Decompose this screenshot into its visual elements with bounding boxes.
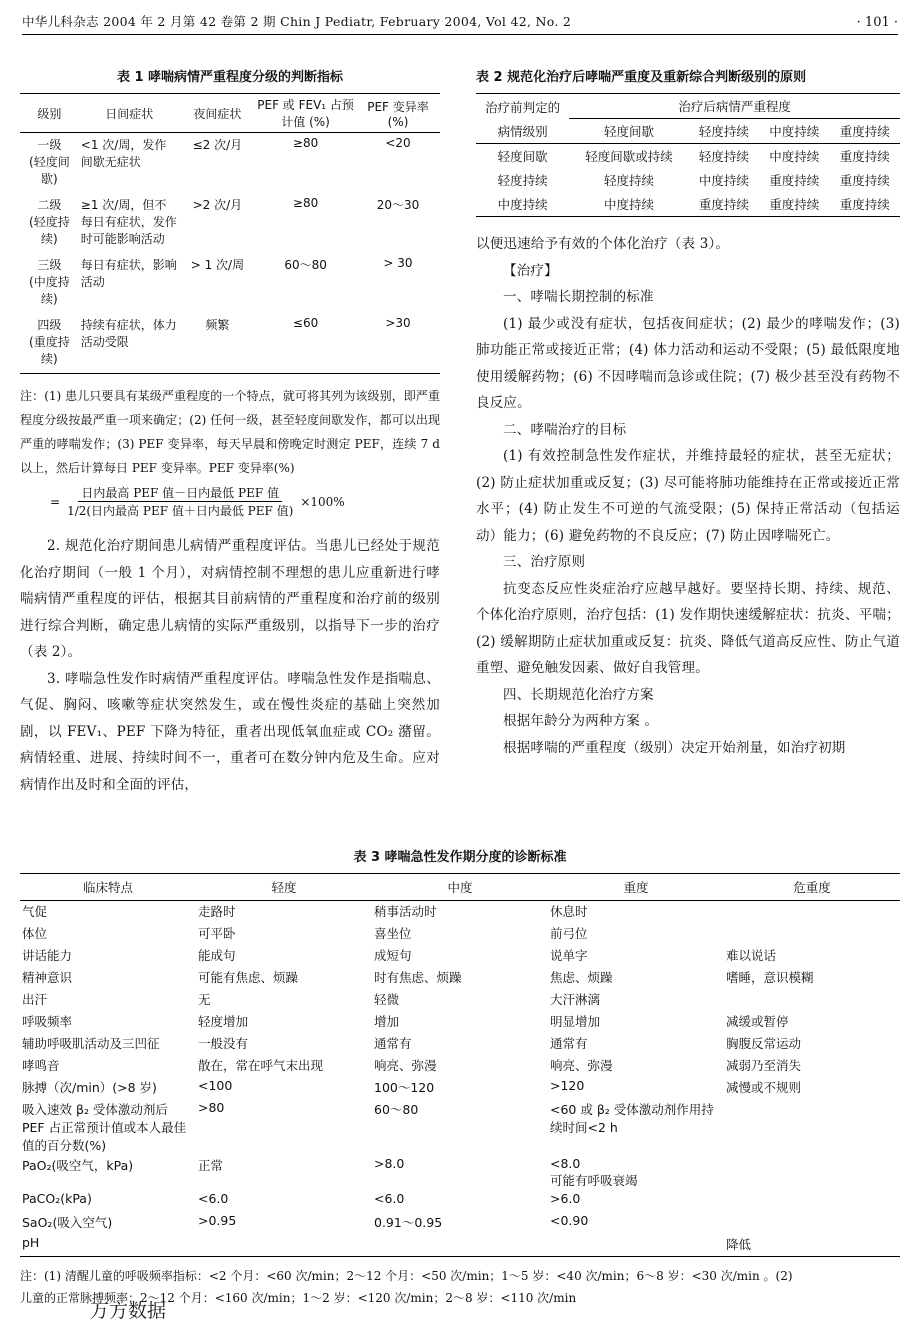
table-cell: 降低: [726, 1237, 752, 1252]
table-cell: 重度持续: [769, 197, 820, 212]
table-cell: pH: [22, 1235, 40, 1250]
table3-caption: 表 3 哮喘急性发作期分度的诊断标准: [353, 850, 567, 865]
formula-fraction: [64, 484, 296, 519]
table-cell: 轻度持续: [497, 173, 548, 188]
table-cell: 精神意识: [22, 970, 73, 985]
table-cell: 喜坐位: [374, 926, 412, 941]
formula-numerator: 日内最高 PEF 值－日内最低 PEF 值: [78, 484, 282, 502]
table-row: [20, 133, 440, 194]
table-cell: PaO₂(吸空气，kPa): [22, 1158, 134, 1173]
table-cell: 嗜睡，意识模糊: [726, 970, 814, 985]
table-cell: >2 次/月: [192, 198, 243, 212]
table3-block: [20, 840, 900, 1309]
table-cell: 可平卧: [198, 926, 236, 941]
table-cell: 四级 (重度持续): [29, 318, 70, 366]
table-row: [20, 945, 900, 967]
table-cell: 100～120: [374, 1080, 435, 1095]
table-cell: 一般没有: [198, 1036, 249, 1051]
table-row: [20, 923, 900, 945]
table1: [20, 93, 440, 374]
right-para: 三、治疗原则: [503, 554, 586, 570]
table-cell: 说单字: [550, 948, 588, 963]
journal-info: 中华儿科杂志 2004 年 2 月第 42 卷第 2 期 Chin J Pediatr, February 2004, Vol 42, No. 2: [22, 14, 572, 29]
table-cell: 可能有焦虑、烦躁: [198, 970, 299, 985]
formula-eq: =: [50, 494, 61, 509]
t2-subheader: 中度持续: [769, 124, 820, 139]
table-cell: 出汗: [22, 992, 48, 1007]
table-cell: 中度持续: [497, 197, 548, 212]
table-cell: 通常有: [550, 1036, 588, 1051]
table-cell: 前弓位: [550, 926, 588, 941]
table-cell: ≤2 次/月: [192, 138, 243, 152]
table-cell: [724, 1212, 900, 1234]
table-row: [20, 967, 900, 989]
table-cell: >8.0: [374, 1156, 405, 1171]
table-cell: 响亮、弥漫: [550, 1058, 613, 1073]
t2-head-left-2: 病情级别: [497, 123, 548, 139]
table-row: [20, 1234, 900, 1257]
t2-head-group: 治疗后病情严重程度: [569, 94, 900, 119]
table-cell: <0.90: [550, 1213, 589, 1228]
table-row: [20, 1155, 900, 1190]
t2-subheader: 重度持续: [839, 124, 890, 139]
table-cell: ≤60: [292, 316, 319, 330]
right-para: 【治疗】: [503, 262, 558, 279]
table-cell: 大汗淋漓: [550, 992, 601, 1007]
t2-subheader: 轻度持续: [698, 124, 749, 139]
table-cell: 20～30: [376, 198, 420, 212]
table-cell: [196, 1234, 372, 1257]
table2-body: [476, 144, 900, 217]
table-cell: 轻度持续: [603, 173, 654, 188]
t1-head-level: 级别: [37, 106, 62, 121]
table-cell: 二级 (轻度持续): [29, 198, 70, 246]
table-cell: 轻度持续: [698, 149, 749, 164]
watermark-text: 万方数据: [90, 1300, 167, 1322]
table-cell: 胸腹反常运动: [726, 1036, 802, 1051]
table-cell: <20: [385, 136, 411, 150]
table-cell: 成短句: [374, 948, 412, 963]
right-para: 二、哮喘治疗的目标: [503, 421, 627, 438]
table-cell: 焦虑、烦躁: [550, 970, 613, 985]
right-para: (1) 有效控制急性发作症状，并维持最轻的症状，甚至无症状；(2) 防止症状加重或反复；(3) 尽可能将肺功能维持在正常或接近正常水平；(4) 防止发生不可逆的气流受限；(5) 保持正常活动（包括运动）能力；(6) 避免药物的不良反应；(7) 防止因哮喘死亡。: [476, 448, 900, 544]
table-cell: 重度持续: [839, 149, 890, 164]
table-row: [20, 193, 440, 253]
table-cell: 气促: [22, 904, 48, 919]
table-cell: >0.95: [198, 1213, 237, 1228]
table-cell: 正常: [198, 1158, 224, 1173]
table-cell: 增加: [374, 1014, 400, 1029]
t2-subheader: 轻度间歇: [603, 124, 654, 139]
t1-head-var: PEF 变异率 (%): [367, 99, 429, 129]
table-cell: 哮鸣音: [22, 1058, 60, 1073]
right-para: 根据哮喘的严重程度（级别）决定开始剂量，如治疗初期: [503, 739, 846, 756]
table1-note: 注：(1) 患儿只要具有某级严重程度的一个特点，就可将其列为该级别，即严重程度分级按最严重一项来确定；(2) 任何一级，甚至轻度间歇发作，都可以出现严重的哮喘发作；(3) PEF 变异率，每天早晨和傍晚定时测定 PEF，连续 7 d 以上，然后计算每日 PEF 变异率。PEF 变异率(%): [20, 389, 440, 475]
table-row: [476, 144, 900, 169]
right-para: (1) 最少或没有症状，包括夜间症状；(2) 最少的哮喘发作；(3) 肺功能正常或接近正常；(4) 体力活动和运动不受限；(5) 最低限度地使用缓解药物；(6) 不因哮喘而急诊或住院；(7) 极少甚至没有药物不良反应。: [476, 315, 900, 411]
table-cell: [548, 1234, 724, 1257]
table-row: [20, 1190, 900, 1212]
table-row: [20, 901, 900, 924]
table-cell: 轻度间歇: [497, 149, 548, 164]
t3-head-critical: 危重度: [793, 880, 831, 895]
t2-head-left-1: 治疗前判定的: [485, 99, 561, 115]
table-cell: 重度持续: [839, 197, 890, 212]
table-cell: 中度持续: [698, 173, 749, 188]
table-cell: [372, 1234, 548, 1257]
table-cell: 响亮、弥漫: [374, 1058, 437, 1073]
table-row: [476, 192, 900, 217]
table-cell: <6.0: [374, 1191, 405, 1206]
table-cell: <100: [198, 1078, 233, 1093]
table-cell: 吸入速效 β₂ 受体激动剂后 PEF 占正常预计值或本人最佳值的百分数(%): [22, 1102, 187, 1153]
table-cell: >120: [550, 1078, 585, 1093]
left-para-2: 3. 哮喘急性发作时病情严重程度评估。哮喘急性发作是指喘息、气促、胸闷、咳嗽等症状突然发生，或在慢性炎症的基础上突然加剧，以 FEV₁、PEF 下降为特征，重者出现低氧血症或 CO₂ 潴留。病情轻重、进展、持续时间不一，重者可在数分钟内危及生命。应对病情作出及时和全面的评估，: [20, 670, 440, 793]
table-row: [20, 1099, 900, 1155]
page-number: · 101 ·: [856, 15, 898, 30]
table-cell: 持续有症状，体力活动受限: [80, 318, 177, 349]
table-row: [20, 313, 440, 374]
table2: [476, 93, 900, 217]
table-row: [20, 1212, 900, 1234]
t3-head-severe: 重度: [623, 880, 649, 895]
table-cell: 中度持续: [603, 197, 654, 212]
table-cell: [724, 989, 900, 1011]
table-cell: 减缓或暂停: [726, 1014, 789, 1029]
table-row: [20, 253, 440, 313]
right-para: 以便迅速给予有效的个体化治疗（表 3）。: [476, 236, 730, 252]
table-row: [20, 1033, 900, 1055]
table-cell: 脉搏（次/min）(>8 岁): [22, 1080, 157, 1095]
table-cell: 轻微: [374, 992, 400, 1007]
table1-body: [20, 133, 440, 374]
table-cell: 每日有症状，影响活动: [80, 258, 177, 289]
table-cell: [724, 1155, 900, 1190]
table-cell: <60 或 β₂ 受体激动剂作用持续时间<2 h: [550, 1102, 714, 1135]
table3-body: [20, 901, 900, 1257]
table-cell: 轻度增加: [198, 1014, 249, 1029]
table-cell: >6.0: [550, 1191, 581, 1206]
formula-tail: ×100%: [300, 494, 345, 509]
table-cell: 明显增加: [550, 1014, 601, 1029]
right-para: 四、长期规范化治疗方案: [503, 686, 654, 703]
right-column: [476, 60, 900, 761]
table-cell: [724, 901, 900, 924]
left-column: [20, 60, 440, 798]
pef-formula: [50, 484, 440, 519]
table-cell: PaCO₂(kPa): [22, 1191, 92, 1206]
table-cell: 减慢或不规则: [726, 1080, 802, 1095]
table-cell: [724, 1190, 900, 1212]
table3: [20, 873, 900, 1257]
right-para: 抗变态反应性炎症治疗应越早越好。要坚持长期、持续、规范、个体化治疗原则，治疗包括：(1) 发作期快速缓解症状：抗炎、平喘；(2) 缓解期防止症状加重或反复：抗炎、降低气道高反应性、防止气道重塑、避免触发因素、做好自我管理。: [476, 580, 900, 676]
t2-head-left: [476, 94, 569, 144]
table-cell: 0.91～0.95: [374, 1215, 443, 1230]
table-cell: 重度持续: [839, 173, 890, 188]
table-cell: 体位: [22, 926, 48, 941]
table-cell: 讲话能力: [22, 948, 73, 963]
table-cell: ≥80: [292, 136, 319, 150]
table-row: [20, 1011, 900, 1033]
table-cell: 时有焦虑、烦躁: [374, 970, 462, 985]
table-cell: 重度持续: [698, 197, 749, 212]
t1-head-pef: PEF 或 FEV₁ 占预计值 (%): [257, 98, 354, 129]
table-cell: 能成句: [198, 948, 236, 963]
table3-note-line1: 注：(1) 清醒儿童的呼吸频率指标：<2 个月：<60 次/min；2～12 个月：<50 次/min；1～5 岁：<40 次/min；6～8 岁：<30 次/min 。(2): [20, 1269, 793, 1283]
table-cell: 减弱乃至消失: [726, 1058, 802, 1073]
table-row: [20, 1055, 900, 1077]
table-cell: 辅助呼吸肌活动及三凹征: [22, 1036, 160, 1051]
table-cell: > 30: [383, 256, 413, 270]
table1-caption: 表 1 哮喘病情严重程度分级的判断指标: [116, 70, 344, 85]
table-cell: 休息时: [550, 904, 588, 919]
left-para-1: 2. 规范化治疗期间患儿病情严重程度评估。当患儿已经处于规范化治疗期间（一般 1 个月），对病情控制不理想的患儿应重新进行哮喘病情严重程度的评估，根据其目前病情的严重程度和治疗前的级别进行综合判断，确定患儿病情的实际严重级别，以指导下一步的治疗（表 2）。: [20, 538, 440, 660]
table-cell: 中度持续: [769, 149, 820, 164]
table2-caption: 表 2 规范化治疗后哮喘严重度及重新综合判断级别的原则: [476, 70, 807, 85]
table-cell: ≥80: [292, 196, 319, 210]
table-cell: 通常有: [374, 1036, 412, 1051]
running-header: [22, 8, 898, 35]
t3-head-moderate: 中度: [447, 880, 473, 895]
t1-head-day: 日间症状: [105, 106, 154, 121]
t3-head-mild: 轻度: [271, 880, 297, 895]
table-cell: ≥1 次/周，但不每日有症状，发作时可能影响活动: [80, 198, 177, 246]
right-para: 一、哮喘长期控制的标准: [503, 289, 654, 305]
table-cell: [724, 923, 900, 945]
table-cell: <1 次/周，发作间歇无症状: [80, 138, 167, 169]
table-cell: 呼吸频率: [22, 1014, 73, 1029]
table-cell: 60～80: [284, 258, 327, 272]
table-cell: 三级 (中度持续): [29, 258, 70, 306]
table-cell: 频繁: [205, 318, 230, 332]
table-cell: <6.0: [198, 1191, 229, 1206]
table-row: [20, 1077, 900, 1099]
right-paragraphs: [476, 231, 900, 761]
table-cell: 轻度间歇或持续: [585, 149, 673, 164]
table-cell: 难以说话: [726, 948, 777, 963]
t1-head-night: 夜间症状: [193, 106, 242, 121]
table-cell: 走路时: [198, 904, 236, 919]
table-cell: <8.0 可能有呼吸衰竭: [550, 1156, 638, 1188]
t3-head-feature: 临床特点: [82, 880, 133, 895]
table-cell: 一级 (轻度间歇): [29, 138, 70, 186]
table-cell: SaO₂(吸入空气): [22, 1215, 113, 1230]
table-cell: 无: [198, 992, 211, 1007]
table-cell: 重度持续: [769, 173, 820, 188]
right-para: 根据年龄分为两种方案 。: [503, 713, 659, 729]
table-cell: [724, 1099, 900, 1155]
table3-note-line2: 儿童的正常脉搏频率：2～12 个月：<160 次/min；1～2 岁：<120 次/min；2～8 岁：<110 次/min: [20, 1291, 577, 1305]
table-cell: 60～80: [374, 1102, 419, 1117]
table-cell: > 1 次/周: [190, 258, 245, 272]
table-row: [20, 989, 900, 1011]
table-cell: >80: [198, 1100, 225, 1115]
formula-denominator: 1/2(日内最高 PEF 值＋日内最低 PEF 值): [67, 504, 294, 518]
table-cell: >30: [385, 316, 411, 330]
table-row: [476, 168, 900, 192]
table-cell: 稍事活动时: [374, 904, 437, 919]
table-cell: 散在，常在呼气末出现: [198, 1058, 324, 1073]
